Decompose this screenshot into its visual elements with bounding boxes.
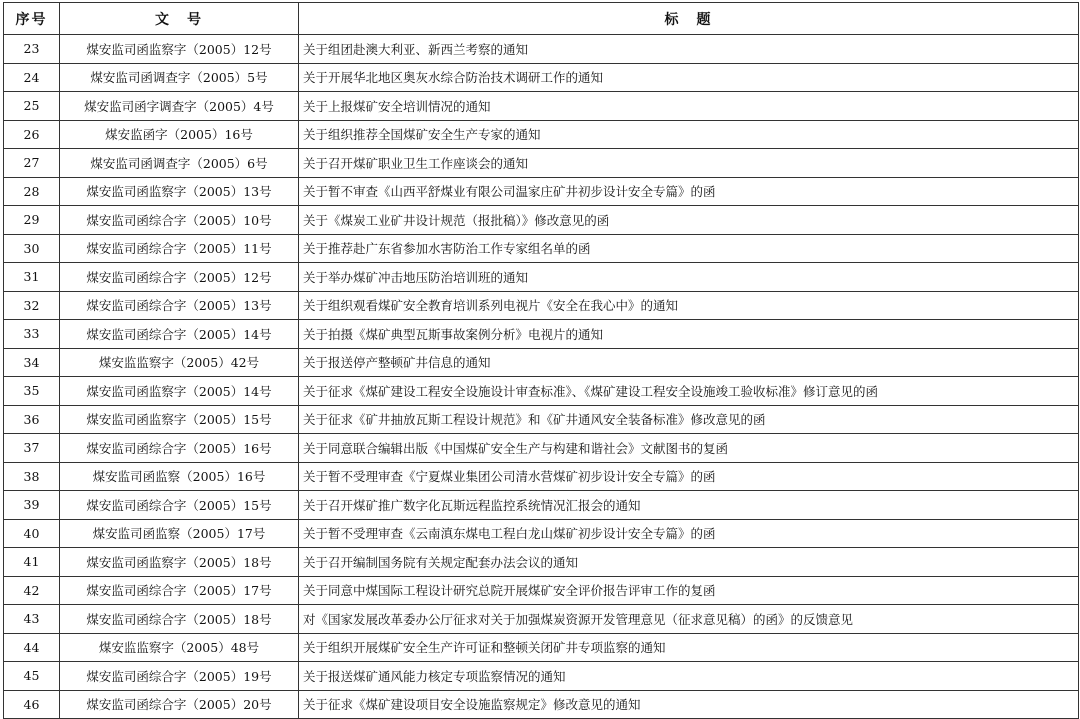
row-title: 关于组织开展煤矿安全生产许可证和整顿关闭矿井专项监察的通知	[299, 633, 1079, 662]
table-row	[4, 149, 1079, 178]
row-num: 38	[4, 462, 60, 491]
row-doc-number: 煤安监司函监察字（2005）12号	[60, 35, 299, 64]
row-num: 31	[4, 263, 60, 292]
table-row	[4, 291, 1079, 320]
table-row	[4, 320, 1079, 349]
row-doc-number: 煤安监司函综合字（2005）10号	[60, 206, 299, 235]
header-row	[4, 3, 1079, 35]
row-num: 28	[4, 177, 60, 206]
table-row	[4, 690, 1079, 719]
row-num: 44	[4, 633, 60, 662]
table-row	[4, 263, 1079, 292]
row-title: 关于征求《煤矿建设工程安全设施设计审查标准》、《煤矿建设工程安全设施竣工验收标准》修订意见的函	[299, 377, 1079, 406]
row-num: 25	[4, 92, 60, 121]
row-doc-number: 煤安监监察字（2005）48号	[60, 633, 299, 662]
row-num: 37	[4, 434, 60, 463]
row-title: 关于同意中煤国际工程设计研究总院开展煤矿安全评价报告评审工作的复函	[299, 576, 1079, 605]
row-doc-number: 煤安监司函字调查字（2005）4号	[60, 92, 299, 121]
row-num: 43	[4, 605, 60, 634]
table-row	[4, 377, 1079, 406]
row-doc-number: 煤安监司函综合字（2005）13号	[60, 291, 299, 320]
table-header	[4, 3, 1079, 35]
row-title: 关于召开煤矿推广数字化瓦斯远程监控系统情况汇报会的通知	[299, 491, 1079, 520]
row-title: 关于征求《煤矿建设项目安全设施监察规定》修改意见的通知	[299, 690, 1079, 719]
row-doc-number: 煤安监司函综合字（2005）20号	[60, 690, 299, 719]
row-num: 39	[4, 491, 60, 520]
row-num: 27	[4, 149, 60, 178]
row-doc-number: 煤安监司函综合字（2005）18号	[60, 605, 299, 634]
row-num: 34	[4, 348, 60, 377]
row-num: 42	[4, 576, 60, 605]
row-doc-number: 煤安监司函监察字（2005）15号	[60, 405, 299, 434]
row-title: 对《国家发展改革委办公厅征求对关于加强煤炭资源开发管理意见（征求意见稿）的函》的反馈意见	[299, 605, 1079, 634]
table-row	[4, 633, 1079, 662]
table-row	[4, 348, 1079, 377]
table-row	[4, 206, 1079, 235]
row-doc-number: 煤安监司函监察字（2005）14号	[60, 377, 299, 406]
header-num: 序号	[4, 3, 60, 35]
row-num: 26	[4, 120, 60, 149]
document-table-wrapper	[3, 2, 1078, 718]
row-title: 关于组织观看煤矿安全教育培训系列电视片《安全在我心中》的通知	[299, 291, 1079, 320]
table-body	[4, 35, 1079, 719]
row-doc-number: 煤安监司函监察（2005）17号	[60, 519, 299, 548]
row-doc-number: 煤安监函字（2005）16号	[60, 120, 299, 149]
row-title: 关于同意联合编辑出版《中国煤矿安全生产与构建和谐社会》文献图书的复函	[299, 434, 1079, 463]
row-doc-number: 煤安监司函调查字（2005）6号	[60, 149, 299, 178]
row-doc-number: 煤安监司函综合字（2005）14号	[60, 320, 299, 349]
row-num: 32	[4, 291, 60, 320]
row-title: 关于推荐赴广东省参加水害防治工作专家组名单的函	[299, 234, 1079, 263]
row-title: 关于组团赴澳大利亚、新西兰考察的通知	[299, 35, 1079, 64]
table-row	[4, 92, 1079, 121]
table-row	[4, 605, 1079, 634]
row-title: 关于报送煤矿通风能力核定专项监察情况的通知	[299, 662, 1079, 691]
table-row	[4, 491, 1079, 520]
row-num: 46	[4, 690, 60, 719]
row-doc-number: 煤安监司函综合字（2005）17号	[60, 576, 299, 605]
row-num: 30	[4, 234, 60, 263]
row-title: 关于召开煤矿职业卫生工作座谈会的通知	[299, 149, 1079, 178]
row-num: 36	[4, 405, 60, 434]
row-doc-number: 煤安监司函综合字（2005）16号	[60, 434, 299, 463]
row-title: 关于召开编制国务院有关规定配套办法会议的通知	[299, 548, 1079, 577]
row-num: 23	[4, 35, 60, 64]
table-row	[4, 662, 1079, 691]
document-list-table	[3, 2, 1079, 719]
row-doc-number: 煤安监司函综合字（2005）19号	[60, 662, 299, 691]
table-row	[4, 177, 1079, 206]
row-doc-number: 煤安监司函综合字（2005）15号	[60, 491, 299, 520]
row-num: 41	[4, 548, 60, 577]
table-row	[4, 462, 1079, 491]
table-row	[4, 35, 1079, 64]
row-title: 关于组织推荐全国煤矿安全生产专家的通知	[299, 120, 1079, 149]
row-title: 关于拍摄《煤矿典型瓦斯事故案例分析》电视片的通知	[299, 320, 1079, 349]
row-title: 关于举办煤矿冲击地压防治培训班的通知	[299, 263, 1079, 292]
row-title: 关于暂不受理审查《云南滇东煤电工程白龙山煤矿初步设计安全专篇》的函	[299, 519, 1079, 548]
row-doc-number: 煤安监司函监察字（2005）13号	[60, 177, 299, 206]
table-row	[4, 120, 1079, 149]
row-num: 35	[4, 377, 60, 406]
header-doc-number: 文 号	[60, 3, 299, 35]
table-row	[4, 63, 1079, 92]
row-doc-number: 煤安监司函监察（2005）16号	[60, 462, 299, 491]
row-title: 关于上报煤矿安全培训情况的通知	[299, 92, 1079, 121]
row-num: 29	[4, 206, 60, 235]
row-title: 关于暂不审查《山西平舒煤业有限公司温家庄矿井初步设计安全专篇》的函	[299, 177, 1079, 206]
row-title: 关于报送停产整顿矿井信息的通知	[299, 348, 1079, 377]
table-row	[4, 234, 1079, 263]
table-row	[4, 434, 1079, 463]
row-doc-number: 煤安监司函综合字（2005）12号	[60, 263, 299, 292]
table-row	[4, 548, 1079, 577]
row-doc-number: 煤安监司函监察字（2005）18号	[60, 548, 299, 577]
row-title: 关于开展华北地区奥灰水综合防治技术调研工作的通知	[299, 63, 1079, 92]
row-title: 关于《煤炭工业矿井设计规范（报批稿）》修改意见的函	[299, 206, 1079, 235]
header-title: 标 题	[299, 3, 1079, 35]
table-row	[4, 519, 1079, 548]
table-row	[4, 405, 1079, 434]
row-num: 40	[4, 519, 60, 548]
row-doc-number: 煤安监司函综合字（2005）11号	[60, 234, 299, 263]
row-title: 关于暂不受理审查《宁夏煤业集团公司清水营煤矿初步设计安全专篇》的函	[299, 462, 1079, 491]
table-row	[4, 576, 1079, 605]
row-title: 关于征求《矿井抽放瓦斯工程设计规范》和《矿井通风安全装备标准》修改意见的函	[299, 405, 1079, 434]
row-doc-number: 煤安监监察字（2005）42号	[60, 348, 299, 377]
row-num: 33	[4, 320, 60, 349]
row-doc-number: 煤安监司函调查字（2005）5号	[60, 63, 299, 92]
row-num: 45	[4, 662, 60, 691]
row-num: 24	[4, 63, 60, 92]
